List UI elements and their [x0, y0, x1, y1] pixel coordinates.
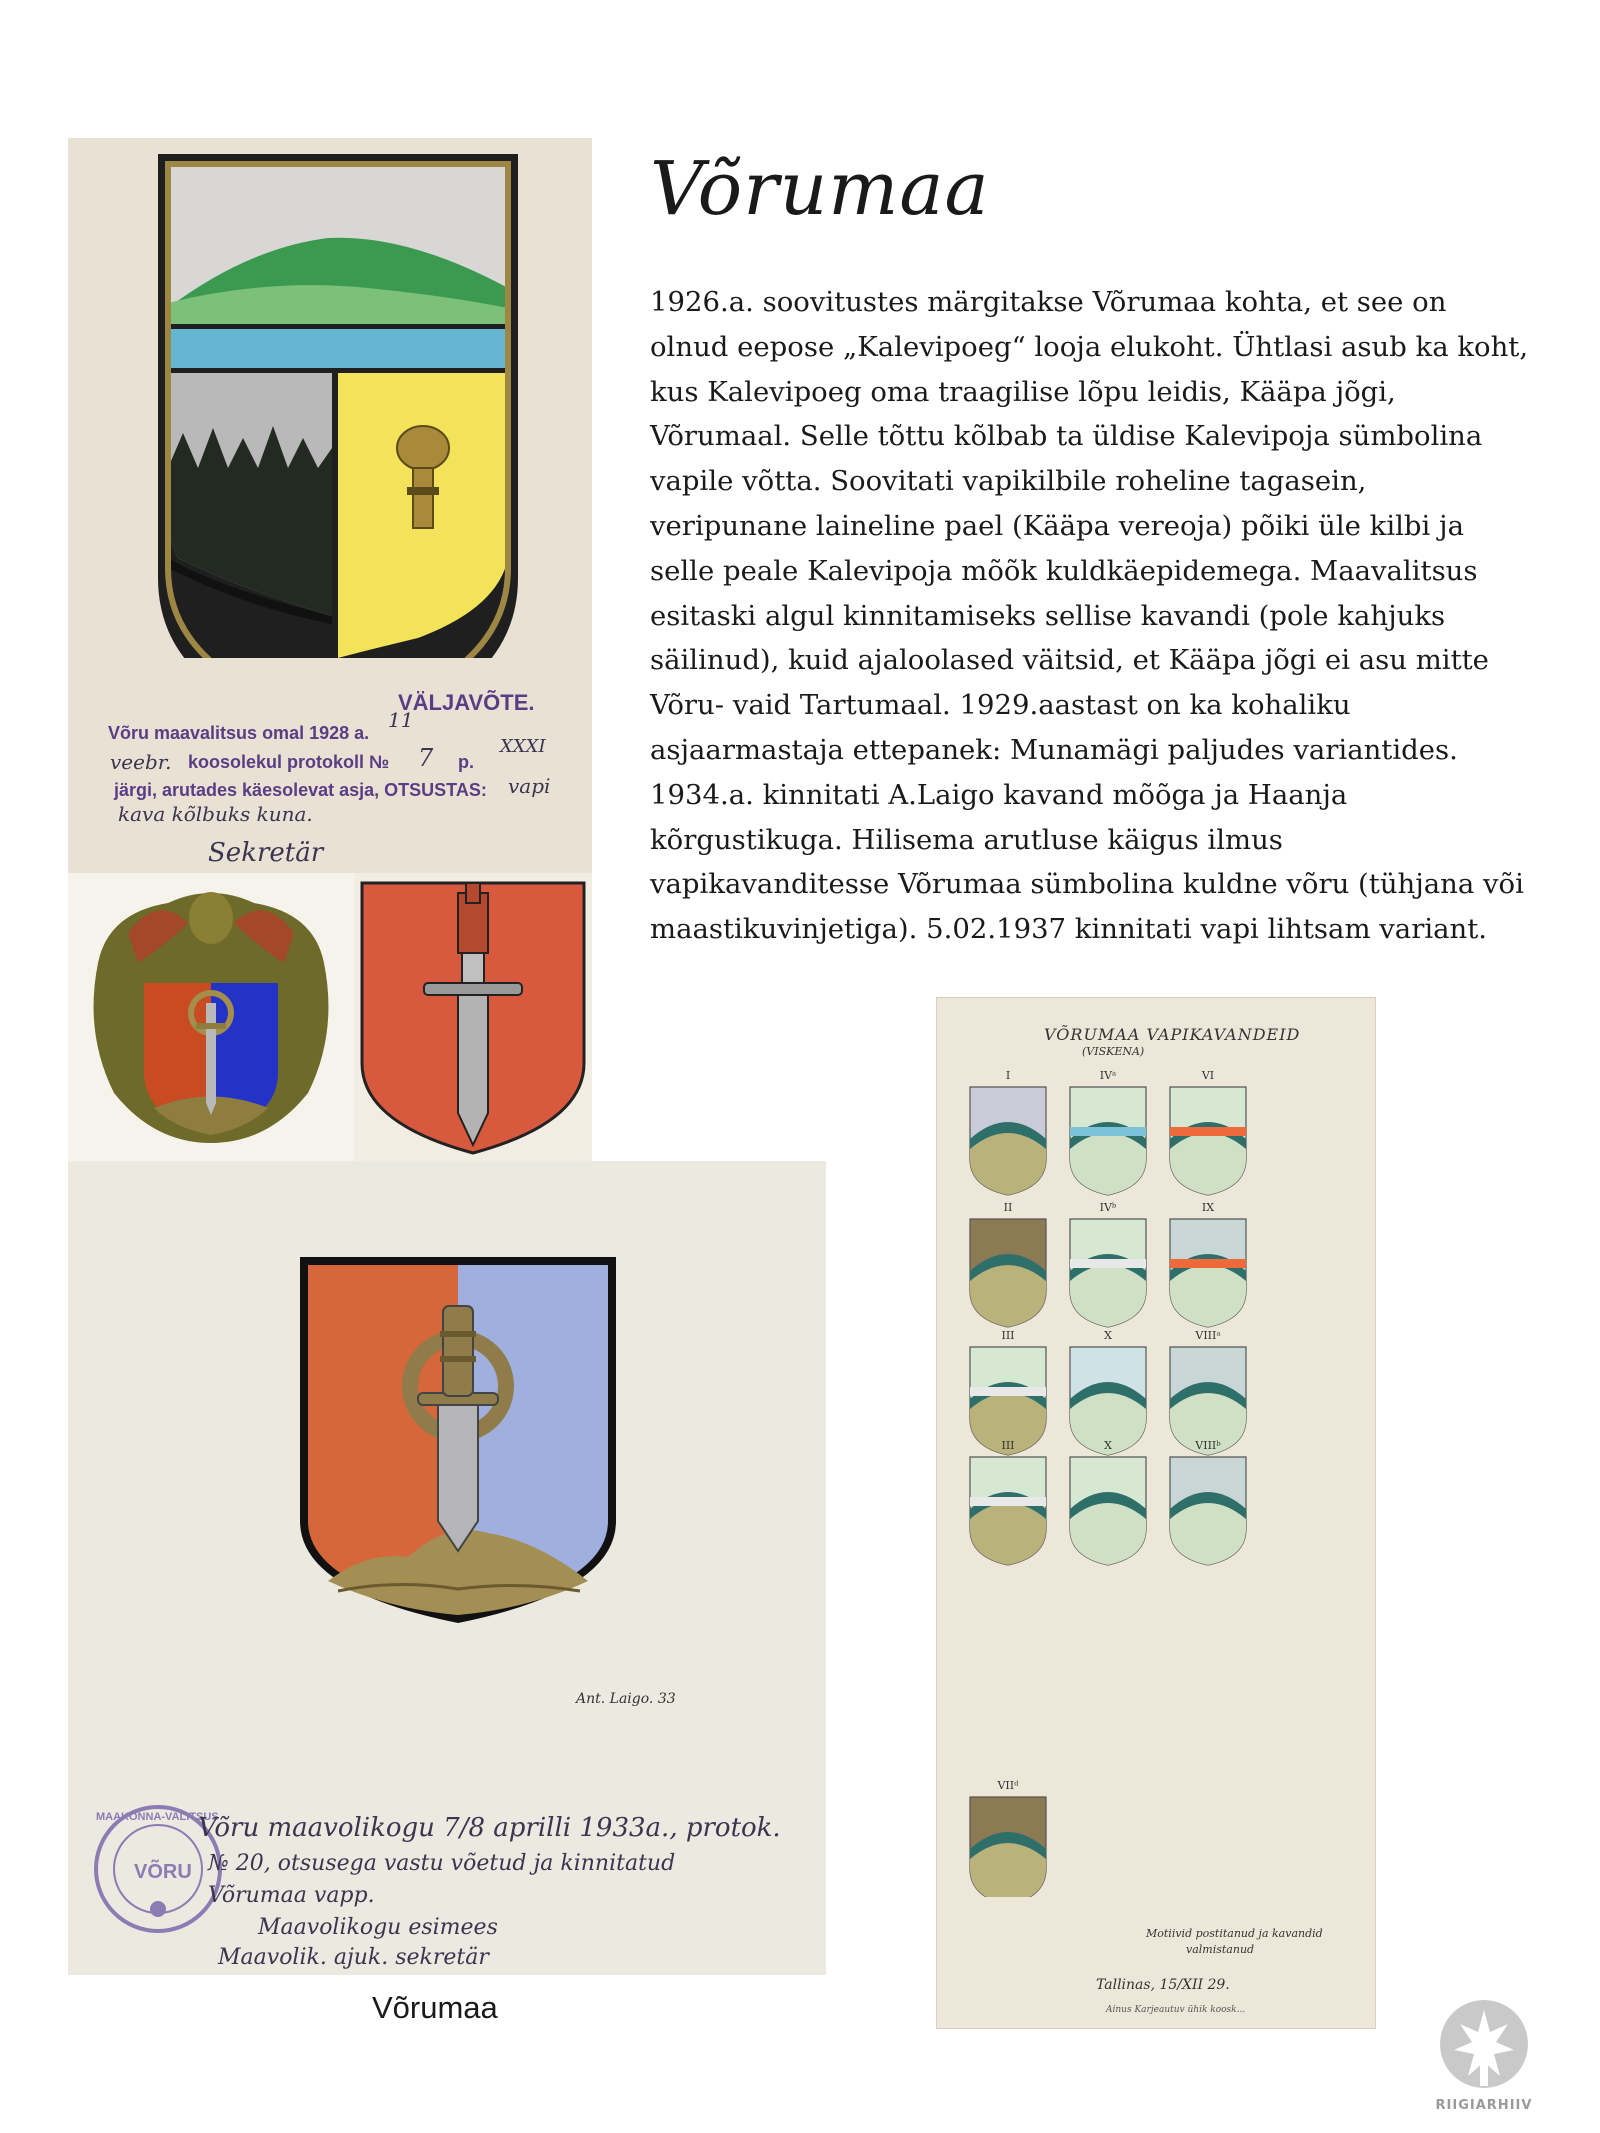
variant-shield [970, 1457, 1046, 1565]
variant-shield [970, 1797, 1046, 1897]
thistle-icon [1432, 1998, 1536, 2098]
decision-line-2: № 20, otsusega vastu võetud ja kinnitatud [208, 1851, 676, 1876]
seal-center: VÕRU [134, 1861, 192, 1883]
hand-roman: XXXI [500, 736, 546, 757]
variant-shield [1170, 1087, 1246, 1195]
variant-shield [1070, 1219, 1146, 1327]
variant-label: VIIIᵃ [1195, 1329, 1221, 1342]
logo-text: RIIGIARHIIV [1435, 2098, 1533, 2113]
image-caption: Võrumaa [372, 1990, 498, 2025]
sheet-heading: VÕRUMAA VAPIKAVANDEID [1044, 1025, 1301, 1044]
stamp-paragraph: p. [458, 752, 474, 772]
body-text: 1926.a. soovitustes märgitakse Võrumaa kohta, et see on olnud eepose „Kalevipoeg“ looja elukoht. Ühtlasi asub ka koht, kus Kalevipoeg oma traagilise lõpu leidis, Kääpa jõgi, Võrumaal. Selle tõttu kõlbab ta üldise Kalevipoja sümbolina vapile võtta. Soovitati vapikilbile roheline tagasein, veripunane laineline pael (Kääpa vereoja) põiki üle kilbi ja selle peale Kalevipoja mõõk kuldkäepidemega. Maavalitsus esitaski algul kinnitamiseks sellise kavandi (pole kahjuks säilinud), kuid ajaloolased väitsid, et Kääpa jõgi ei asu mitte Võru- vaid Tartumaal. 1929.aastast on ka kohaliku asjaarmastaja ettepanek: Munamägi paljudes variantides. 1934.a. kinnitati A.Laigo kavand mõõga ja Haanja kõrgustikuga. Hilisema arutluse käigus ilmus vapikavanditesse Võrumaa sümbolina kuldne võru (tühjana või maastikuvinjetiga). 5.02.1937 kinnitati vapi lihtsam variant. [650, 286, 1529, 946]
page-title: Võrumaa [650, 146, 990, 232]
variant-shield [1170, 1457, 1246, 1565]
variant-label: I [1005, 1069, 1011, 1082]
sheet-note-1: Motiivid postitanud ja kavandid [1146, 1927, 1323, 1940]
variant-label: IX [1201, 1201, 1215, 1214]
variant-label: VIIᵈ [997, 1779, 1019, 1792]
variant-shield [1070, 1087, 1146, 1195]
hand-date: 11 [388, 708, 414, 732]
signature-secretary: Sekretär [208, 838, 324, 868]
archive-scan-1929-variants [936, 997, 1376, 2029]
variant-label: III [1001, 1329, 1015, 1342]
variant-grid [936, 997, 1376, 1897]
decision-line-3: Võrumaa vapp. [208, 1883, 375, 1908]
archive-scan-1933 [68, 1161, 826, 1975]
variant-label: VIIIᵇ [1195, 1439, 1221, 1452]
sword-coat-of-arms [354, 873, 592, 1161]
variant-label: III [1001, 1439, 1015, 1452]
coat-of-arms-1928 [68, 138, 592, 658]
variant-label: IVᵇ [1099, 1201, 1117, 1214]
decision-line-1: Võru maavolikogu 7/8 aprilli 1933a., protok. [198, 1813, 781, 1843]
sheet-date: Tallinas, 15/XII 29. [1096, 1977, 1230, 1993]
hand-decision-2: kava kõlbuks kuna. [118, 802, 313, 826]
variant-shield [970, 1219, 1046, 1327]
hand-protocol-number: 7 [418, 744, 434, 772]
sheet-footer-note: Ainus Karjeautuv ühik koosk... [1106, 2005, 1246, 2015]
stamp-line-2: koosolekul protokoll № [188, 752, 390, 772]
stamp-line-1: Võru maavalitsus omal 1928 a. [108, 723, 370, 743]
archive-scan-1928 [68, 138, 592, 873]
hand-decision-1: vapi [508, 774, 551, 798]
stamp-title: VÄLJAVÕTE. [398, 690, 535, 715]
artist-note: Ant. Laigo. 33 [576, 1691, 676, 1707]
riigiarhiiv-logo [1432, 1998, 1536, 2122]
hand-month: veebr. [110, 750, 172, 774]
stamp-line-3: järgi, arutades käesolevat asja, OTSUSTAS: [114, 780, 487, 800]
variant-shield [1070, 1457, 1146, 1565]
sword-arms-panel [354, 873, 592, 1161]
ornate-coat-of-arms [68, 873, 354, 1161]
coat-of-arms-1933 [68, 1161, 826, 1631]
variant-label: II [1003, 1201, 1013, 1214]
seal-text: MAAKONNA-VALITSUS [96, 1811, 219, 1823]
variant-label: X [1104, 1439, 1112, 1452]
variant-label: VI [1201, 1069, 1215, 1082]
ornate-arms-panel [68, 873, 354, 1161]
variant-label: X [1104, 1329, 1112, 1342]
variant-shield [1170, 1219, 1246, 1327]
sheet-subheading: (VISKENA) [1082, 1045, 1145, 1058]
variant-label: IVᵃ [1099, 1069, 1117, 1082]
sheet-note-2: valmistanud [1186, 1943, 1255, 1956]
variant-shield [970, 1087, 1046, 1195]
decision-line-4: Maavolikogu esimees [258, 1915, 498, 1940]
decision-line-5: Maavolik. ajuk. sekretär [218, 1945, 489, 1970]
